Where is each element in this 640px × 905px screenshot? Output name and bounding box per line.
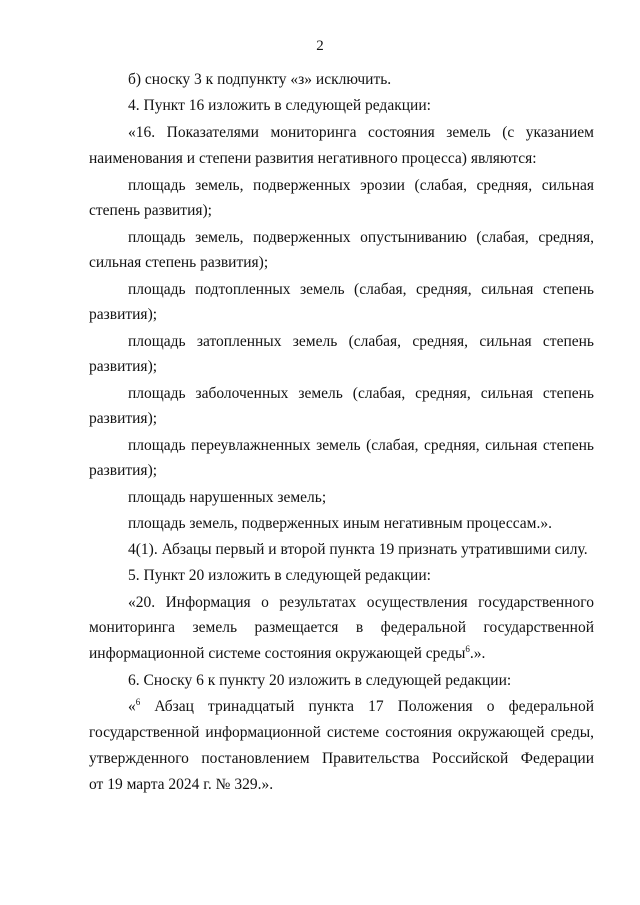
paragraph-item-4-1: 4(1). Абзацы первый и второй пункта 19 признать утратившими силу. xyxy=(128,541,588,558)
list-item-erosion-line-1: площадь земель, подверженных эрозии (слабая, средняя, сильная xyxy=(128,177,594,194)
paragraph-item-16-line-1: «16. Показателями мониторинга состояния земель (с указанием xyxy=(128,124,594,141)
footnote-6-line-2: государственной информационной системе состояния окружающей среды, xyxy=(89,724,594,741)
paragraph-item-6-heading: 6. Сноску 6 к пункту 20 изложить в следующей редакции: xyxy=(128,672,512,689)
footnote-6-line-1 xyxy=(128,697,594,717)
paragraph-item-20-line-1: «20. Информация о результатах осуществления государственного xyxy=(128,594,594,611)
paragraph-item-16-line-2: наименования и степени развития негативного процесса) являются: xyxy=(89,150,537,167)
list-item-erosion-line-2: степень развития); xyxy=(89,202,212,219)
list-item-flooded-line-2: развития); xyxy=(89,358,158,375)
page-number: 2 xyxy=(316,38,324,54)
list-item-desertification-line-1: площадь земель, подверженных опустыниванию (слабая, средняя, xyxy=(128,229,594,246)
list-item-other-negative: площадь земель, подверженных иным негативным процессам.». xyxy=(128,515,552,532)
paragraph-footnote-3-removal: б) сноску 3 к подпункту «з» исключить. xyxy=(128,71,392,88)
footnote-reference-6: 6 xyxy=(465,644,470,654)
paragraph-item-4-heading: 4. Пункт 16 изложить в следующей редакции: xyxy=(128,97,431,114)
footnote-6-marker: 6 xyxy=(135,697,141,707)
list-item-waterlogged-line-2: развития); xyxy=(89,462,158,479)
footnote-6-open-quote: « xyxy=(128,698,136,715)
list-item-flooded-under-line-1: площадь подтопленных земель (слабая, средняя, сильная степень xyxy=(128,281,594,298)
paragraph-item-20-line-3-text: информационной системе состояния окружающей среды xyxy=(89,645,466,662)
list-item-flooded-under-line-2: развития); xyxy=(89,306,158,323)
list-item-waterlogged-line-1: площадь переувлажненных земель (слабая, средняя, сильная степень xyxy=(128,437,594,454)
list-item-swamped-line-1: площадь заболоченных земель (слабая, средняя, сильная степень xyxy=(128,385,594,402)
paragraph-item-20-line-2: мониторинга земель размещается в федеральной государственной xyxy=(89,619,594,636)
list-item-flooded-line-1: площадь затопленных земель (слабая, средняя, сильная степень xyxy=(128,333,594,350)
list-item-disturbed: площадь нарушенных земель; xyxy=(128,489,327,506)
list-item-desertification-line-2: сильная степень развития); xyxy=(89,254,269,271)
paragraph-item-20-line-3-end: .». xyxy=(469,645,486,662)
footnote-6-line-4: от 19 марта 2024 г. № 329.». xyxy=(89,776,274,793)
footnote-6-line-1-text: Абзац тринадцатый пункта 17 Положения о федеральной xyxy=(140,698,594,715)
list-item-swamped-line-2: развития); xyxy=(89,410,158,427)
paragraph-item-20-line-3 xyxy=(89,644,485,664)
footnote-6-line-3: утвержденного постановлением Правительства Российской Федерации xyxy=(89,750,594,767)
paragraph-item-5-heading: 5. Пункт 20 изложить в следующей редакции: xyxy=(128,567,431,584)
